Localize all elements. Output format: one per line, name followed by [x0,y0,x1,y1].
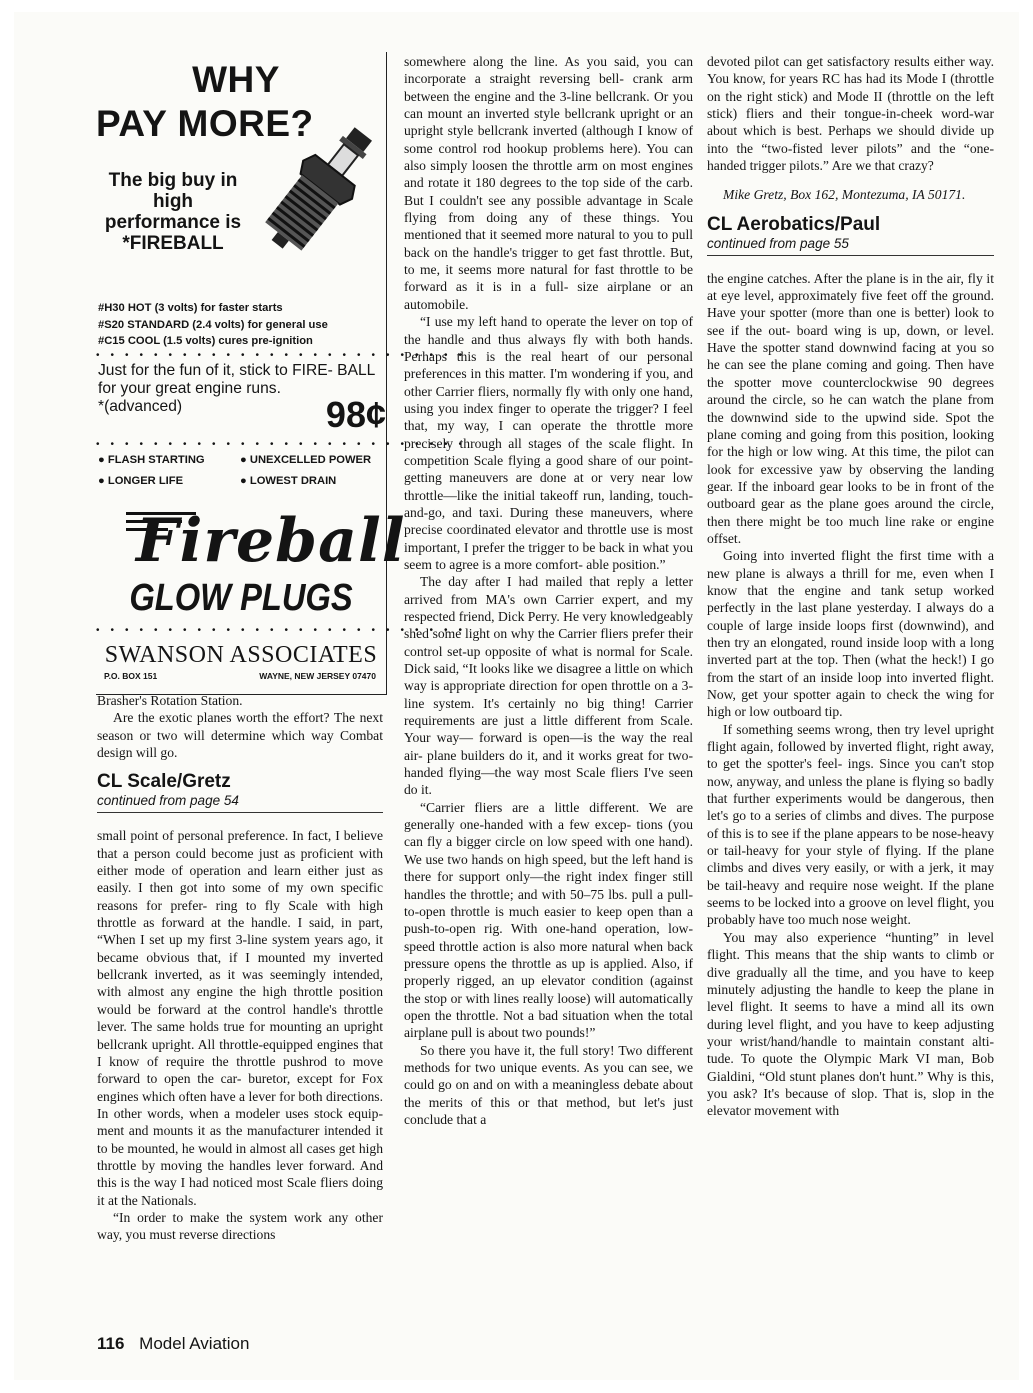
ad-features [98,450,388,492]
dotted-divider: •••••••••••••••••••••••••• [96,439,474,450]
paragraph: Brasher's Rotation Station. [97,693,243,708]
dotted-divider: •••••••••••••••••••••••••• [96,625,474,636]
column-3 [707,53,994,1120]
feature-item: ● FLASH STARTING [98,454,205,466]
ad-product: GLOW PLUGS [129,577,353,619]
ad-company: SWANSON ASSOCIATES [104,642,378,668]
paragraph: The day after I had mailed that reply a letter arrived from MA's own Carrier expert, and my respected friend, Dick Perry. He very knowledgeably shed some light on why the Carrier fliers prefer their control set-up opposite of what is normal for Scale. Dick said, “It looks like we disagree a little on which way is appropriate direction for open throttle on a 3-line system. It's certainly no big thing! Carrier requirements are just a little different from Scale. Your way— forward is open—is the way the real air- plane builders do it, and it works great for two-handed flying—the way most Scale fliers I've seen do it. [404,574,694,798]
paragraph: the engine catches. After the plane is in the air, fly it at eye level, approximately five feet off the ground. Have your spotter (more than one is better) look to see if the out- board wing is up, down, or level. Have the spotter stand downwind facing at you so he can see the plane coming and going. Then have the spotter move counterclockwise 90 degrees around the circle, so he can watch the plane from the downwind side to the upwind side. Spot the plane coming and going from this position, looking for the high or low wing. At this time, the pilot can look for excessive yaw by observing the landing gear. If the inboard gear looks to be in front of the outboard gear as the plane goes around the circle, then there might be too much line rake or engine offset. [707,270,994,546]
magazine-page [14,12,1019,1380]
ad-note: *(advanced) [98,398,183,415]
continued-note: continued from page 55 [707,235,994,256]
column-1 [97,692,383,1244]
paragraph: Going into inverted flight the first time with a new plane is always a thrill for me, even when I know that the engine and tank setup worked perfectly in the last plane yesterday. I always do a couple of large inside loops first (downwind), and then try an elongated, round inside loop with a long inverted part at the top. Then (what the heck!) I go from the start of an inside loop into inverted flight. Now, get your spotter again to check the wing for high or low outboard tip. [707,548,994,720]
fireball-advertisement [96,52,474,695]
paragraph: “Carrier fliers are a little different. We are generally one-handed with a few excep- tions (you can fly a bigger circle on low speed with one hand). We use two hands on high speed, but the left hand is there for support only—the right index finger still handles the throttle; and with 50–75 lbs. pull a pull-to-open throttle is much easier to keep open than a push-to-open rig. With one-hand operation, low-speed throttle action is also more natural when back pressure opens the throttle as up is applied. Also, if properly rigged, an up elevator condition (against the stop or with lines really loose) will automatically open the throttle. Not a bad situation when the total airplane pull is about two pounds!” [404,799,693,1041]
page-footer [97,1334,249,1354]
ad-price: 98¢ [325,394,386,435]
paragraph: “I use my left hand to operate the lever on top of the handle and thus always fly with both hands. Perhaps this is the real heart of our personal preferences in this matter. I'm wondering if you, and other Carrier fliers, normally fly with only one hand, using you index finger to operate the trigger? I feel that, my way, I can operate the throttle more precisely through all stages of the scale flight. In competition Scale flying a good share of our point-getting maneuvers are done at or very near low throttle—like the initial takeoff run, landing, touch-and-go, and taxi. During these maneuvers, where precise coordinated elevator and throttle use is most important, I prefer the trigger to be back in what you seem to agree is a more comfort- able position.” [404,314,693,572]
paragraph: “In order to make the system work any other way, you must reverse directions [97,1209,383,1243]
feature-item: ● UNEXCELLED POWER [240,454,372,466]
ad-tagline: The big buy in high performance is *FIREBALL [104,170,242,254]
ad-headline-line1: WHY [192,59,280,100]
brand-wordmark: Fireball [136,506,406,576]
paragraph: Are the exotic planes worth the effort? The next season or two will determine which way Combat design will go. [97,710,383,761]
ad-address-box: P.O. BOX 151 [104,671,158,681]
ad-address [104,670,376,682]
feature-item: ● LONGER LIFE [98,475,184,487]
continued-note: continued from page 54 [97,792,383,813]
magazine-title: Model Aviation [139,1334,250,1353]
paragraph: If something seems wrong, then try level upright flight again, followed by inverted flight, right away, to get the spotter's feel- ings. Since you can't stop now, anyway, and unless the plane is flying so badly that further experiments would be dangerous, then let's go to a series of climbs and dives. The purpose of this is to see if the plane appears to be nose-heavy or tail-heavy for your style of flying. If the plane climbs and dives very easily, or with a jerk, it may be tail-heavy and require nose weight. If the plane seems to be locked into a groove on level flight, you probably have too much nose weight. [707,721,994,928]
fireball-logo [126,494,406,584]
paragraph: somewhere along the line. As you said, you can incorporate a straight reversing bell- crank arm between the engine and the 3-line bellcrank. Or you can mount an inverted style bellcrank upright or an upright style bellcrank inverted (although I know of some control rod hookup problems here). You can also simply loosen the throttle arm on most engines and rotate it 180 degrees to the top side of the carb. But I couldn't see any possible advantage in Scale flying from doing any of these things. You mentioned that it seemed more natural to you to pull back on the handle's trigger to get fast throttle. But, to me, it seems more natural for fast throttle to be forward as it is in a full- size airplane or an automobile. [404,54,693,312]
paragraph: You may also experience “hunting” in level flight. This means that the ship wants to climb or dive gradually all the time, and you have to keep minutely adjusting the handle to keep the plane in level flight. It seems to have a mind all its own during level flight, and you have to keep adjusting your wrist/hand/handle to maintain constant alti- tude. To quote the Olympic Mark VI man, Bob Gialdini, “Old stunt planes don't hunt.” Why is this, you ask? It's because of slop. That is, slop in the elevator movement with [707,929,994,1119]
paragraph: So there you have it, the full story! Two different methods for two unique events. As you can see, we could go on and on with a meaningless debate about the merits of this or that method, but let's just conclude that a [404,1042,693,1127]
column-2 [404,53,693,1128]
author-signature: Mike Gretz, Box 162, Montezuma, IA 50171. [723,187,966,203]
paragraph: small point of personal preference. In fact, I believe that a person could become just as proficient with either mode of operation and learn either just as easily. I then got into some of my own specific reasons for prefer- ring to fly Scale with high throttle as forward at the handle. I said, in part, “When I set up my first 3-line system years ago, it became obvious that, if I mounted my inverted bellcrank inverted, as it was seemingly intended, with almost any engine the high throttle position would be forward at the control handle's throttle lever. The same holds true for mounting an upright bellcrank upright. All throttle-equipped engines that I know of require the throttle pushrod to move forward to open the car- buretor, except for Fox engines which often have a lever for both directions. In other words, when a modeler uses stock equip- ment and mounts it as the manufacturer intended it to be mounted, he would in almost all cases get high throttle by moving the handles lever forward. And this is the way I had noticed most Scale fliers doing it at the Nationals. [97,828,383,1208]
ad-spec-hot: #H30 HOT (3 volts) for faster starts [98,302,283,314]
dotted-divider: •••••••••••••••••••••••••• [96,350,474,361]
section-heading-cl-aerobatics: CL Aerobatics/Paul [707,213,881,235]
page-number: 116 [97,1334,125,1353]
paragraph: devoted pilot can get satisfactory results either way. You know, for years RC has had its Mode I (throttle on the right stick) and Mode II (throttle on the left stick) fliers and their tongue-in-cheek word-war about which is best. Perhaps we should divide up into the “two-fisted lever pilots” and the “one- handed trigger pilots.” Are we that crazy? [707,54,994,174]
ad-spec-standard: #S20 STANDARD (2.4 volts) for general use [98,318,328,331]
ad-spec-cool: #C15 COOL (1.5 volts) cures pre-ignition [98,335,313,347]
feature-item: ● LOWEST DRAIN [240,475,337,487]
ad-specs [98,300,388,350]
ad-address-city: WAYNE, NEW JERSEY 07470 [259,671,376,681]
ad-pitch-text: Just for the fun of it, stick to FIRE- BALL for your great engine runs. [98,362,375,397]
ad-headline-line2: PAY MORE? [96,103,314,144]
spark-plug-icon [236,116,386,286]
section-heading-cl-scale: CL Scale/Gretz [97,771,231,793]
